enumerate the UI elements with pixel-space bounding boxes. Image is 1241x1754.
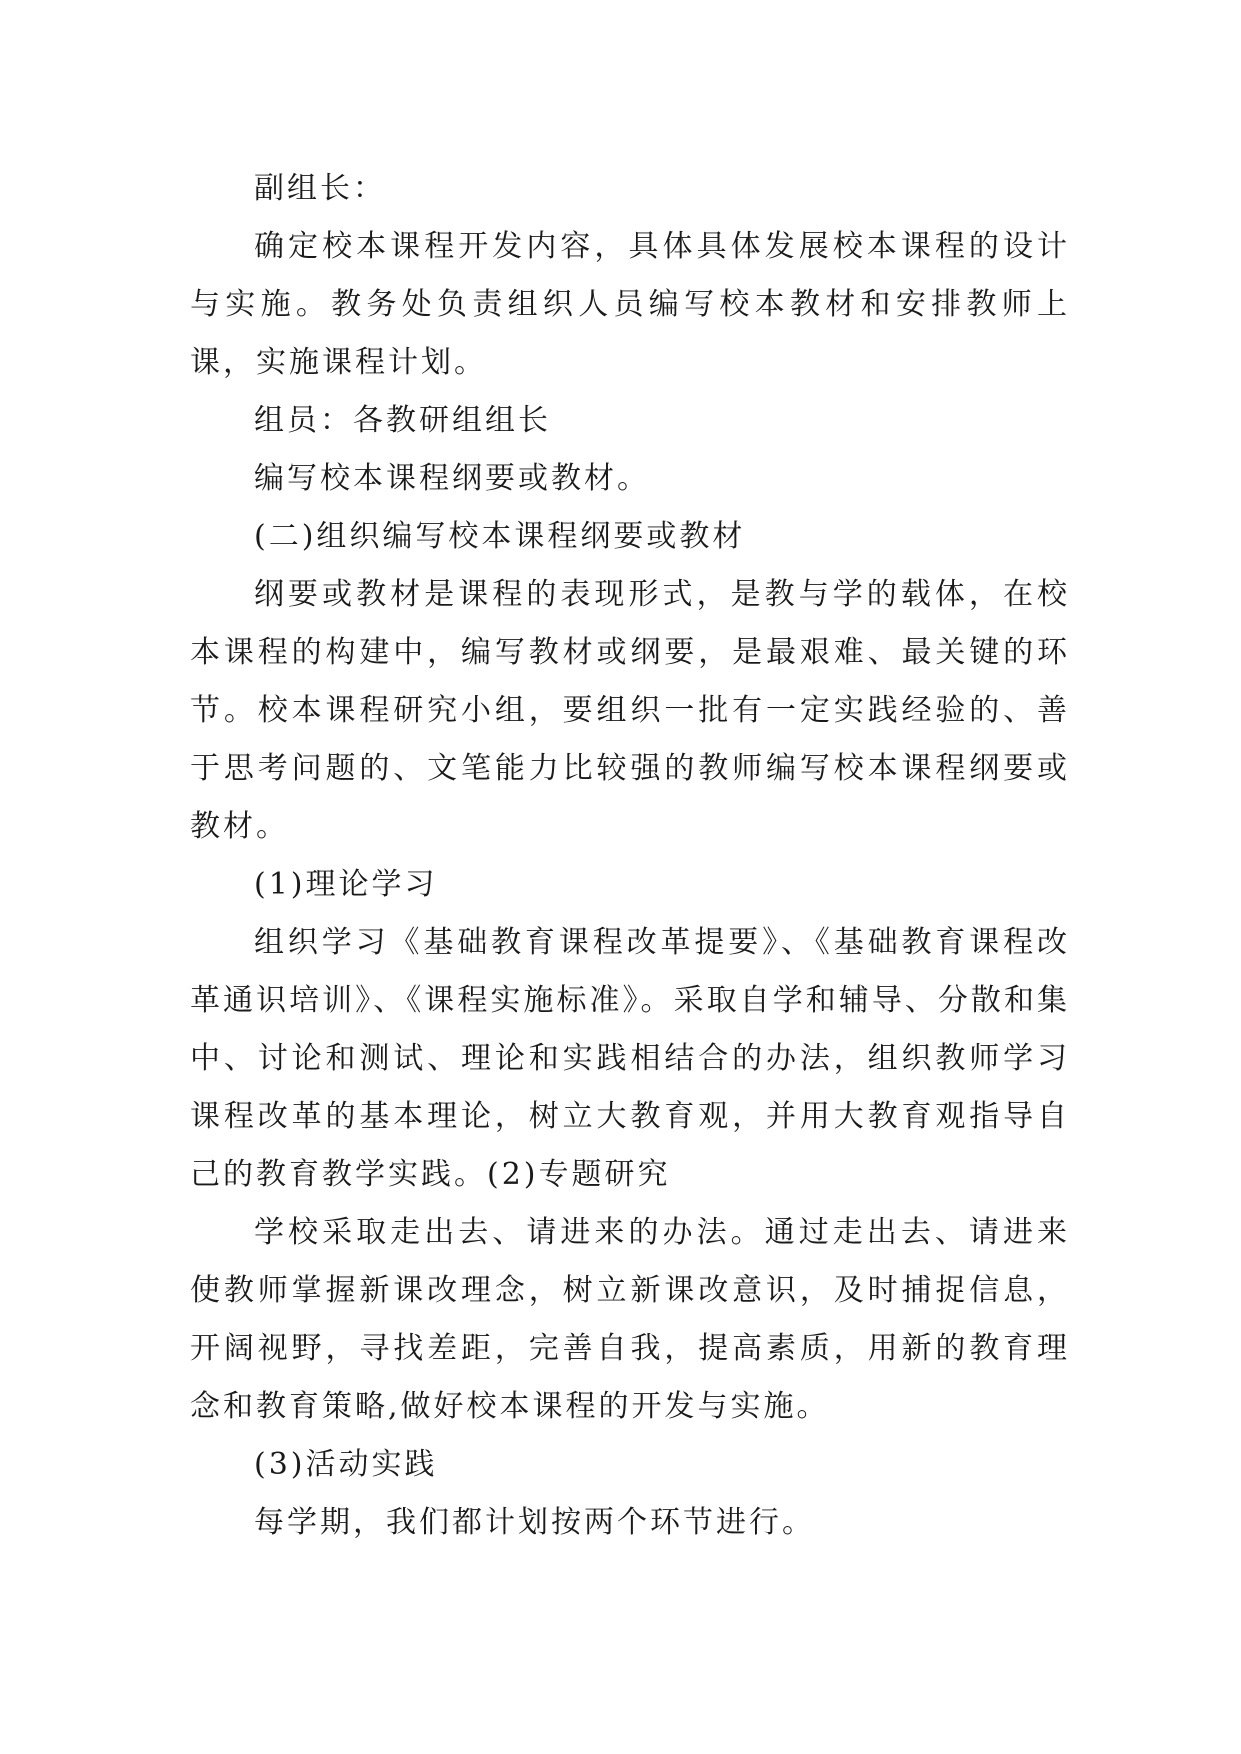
paragraph-members: 组员：各教研组组长: [254, 403, 551, 438]
document-body: [190, 160, 1070, 1552]
paragraph-member-duties: 编写校本课程纲要或教材。: [254, 461, 650, 496]
paragraph-deputy-leader: 副组长：: [254, 171, 386, 206]
section-heading-2: (二)组织编写校本课程纲要或教材: [254, 519, 746, 554]
paragraph-deputy-duties: 确定校本课程开发内容，具体具体发展校本课程的设计与实施。教务处负责组织人员编写校本教材和安排教师上课，实施课程计划。: [190, 229, 1070, 380]
paragraph-activity-practice: 每学期，我们都计划按两个环节进行。: [254, 1505, 815, 1540]
subheading-theory-study: (1)理论学习: [254, 867, 438, 902]
paragraph-topic-research: 学校采取走出去、请进来的办法。通过走出去、请进来使教师掌握新课改理念，树立新课改意识，及时捕捉信息，开阔视野，寻找差距，完善自我，提高素质，用新的教育理念和教育策略,做好校本课程的开发与实施。: [190, 1215, 1070, 1424]
subheading-activity-practice: (3)活动实践: [254, 1447, 438, 1482]
paragraph-outline-intro: 纲要或教材是课程的表现形式，是教与学的载体，在校本课程的构建中，编写教材或纲要，是最艰难、最关键的环节。校本课程研究小组，要组织一批有一定实践经验的、善于思考问题的、文笔能力比较强的教师编写校本课程纲要或教材。: [190, 577, 1070, 844]
paragraph-theory-study: 组织学习《基础教育课程改革提要》、《基础教育课程改革通识培训》、《课程实施标准》。采取自学和辅导、分散和集中、讨论和测试、理论和实践相结合的办法，组织教师学习课程改革的基本理论，树立大教育观，并用大教育观指导自己的教育教学实践。(2)专题研究: [190, 925, 1070, 1192]
